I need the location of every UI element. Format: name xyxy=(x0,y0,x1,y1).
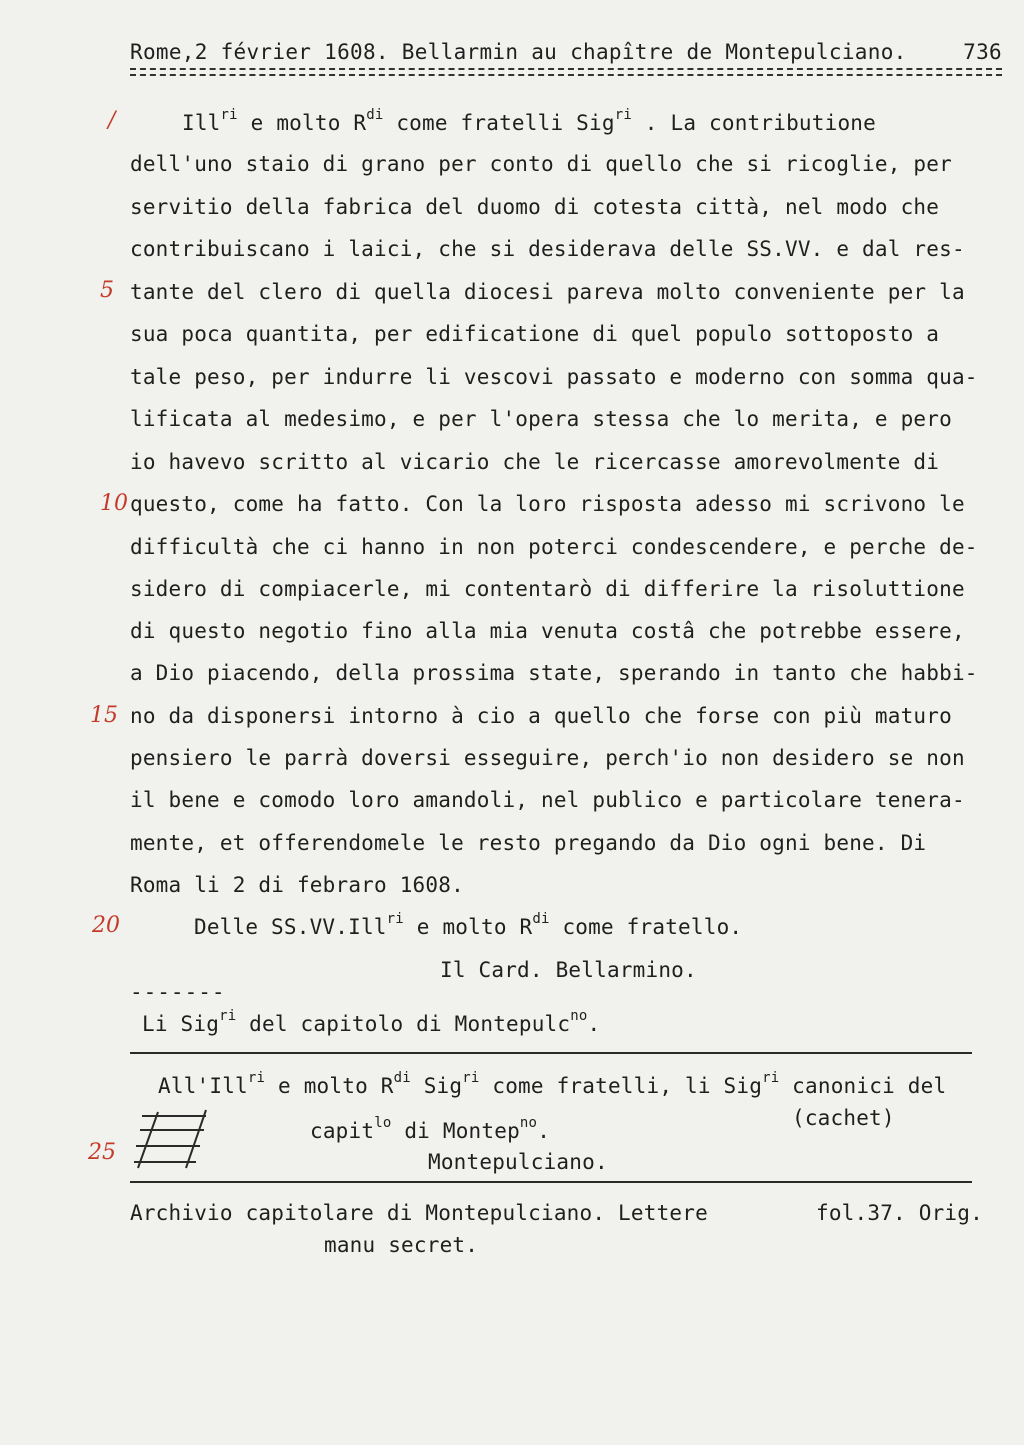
letter-line: tante del clero di quella diocesi pareva molto conveniente per la xyxy=(130,280,965,304)
letter-line: pensiero le parrà doversi esseguire, perch'io non desidero se non xyxy=(130,746,965,770)
letter-line: servitio della fabrica del duomo di cotesta città, nel modo che xyxy=(130,195,940,219)
margin-number-25: 25 xyxy=(88,1140,116,1165)
letter-line: di questo negotio fino alla mia venuta costâ che potrebbe essere, xyxy=(130,619,965,643)
letter-line: mente, et offerendomele le resto pregando da Dio ogni bene. Di xyxy=(130,831,927,855)
short-dash-separator: ------- xyxy=(130,980,226,1004)
address-top-rule xyxy=(130,1052,972,1054)
letter-recipient: Li Sig$^{ri}$ del capitolo di Montepulc$^{no}$. xyxy=(142,1008,601,1036)
letter-line: sidero di compiacerle, mi contentarò di differire la risoluttione xyxy=(130,577,965,601)
header-dashed-rule-2 xyxy=(130,74,1002,76)
letter-salutation: Ill$^{ri}$ e molto $R^{di}$ come fratelli Sig$^{ri}$ . La contributione xyxy=(182,107,876,135)
letter-line: difficultà che ci hanno in non poterci condescendere, e perche de- xyxy=(130,535,978,559)
footer-top-rule xyxy=(130,1181,972,1183)
letter-line: il bene e comodo loro amandoli, nel publico e particolare tenera- xyxy=(130,788,965,812)
letter-line: no da disponersi intorno à cio a quello che forse con più maturo xyxy=(130,704,952,728)
signature: Il Card. Bellarmino. xyxy=(440,958,697,982)
margin-number-5: 5 xyxy=(100,278,114,303)
page-header xyxy=(130,40,1002,64)
margin-number-20: 20 xyxy=(92,913,120,938)
letter-line: sua poca quantita, per edificatione di quel populo sottoposto a xyxy=(130,322,940,346)
page-number: 736 xyxy=(963,40,1002,64)
folio-reference: fol.37. Orig. xyxy=(816,1201,983,1225)
address-line-3: Montepulciano. xyxy=(428,1150,608,1174)
letter-closing: Delle SS.VV.Ill$^{ri}$ e molto $R^{di}$ come fratello. xyxy=(194,911,743,939)
address-line-2: capit$^{lo}$ di Montep$^{no}$. xyxy=(310,1115,551,1143)
letter-line: dell'uno staio di grano per conto di quello che si ricoglie, per xyxy=(130,152,952,176)
margin-number-1: / xyxy=(108,108,116,133)
header-title: Rome,2 février 1608. Bellarmin au chapître de Montepulciano. xyxy=(130,40,907,64)
cachet-note: (cachet) xyxy=(792,1106,895,1130)
letter-line: a Dio piacendo, della prossima state, sperando in tanto che habbi- xyxy=(130,661,978,685)
letter-line: io havevo scritto al vicario che le ricercasse amorevolmente di xyxy=(130,450,940,474)
margin-number-15: 15 xyxy=(90,703,118,728)
letter-line: tale peso, per indurre li vescovi passato e moderno con somma qua- xyxy=(130,365,978,389)
letter-line: lificata al medesimo, e per l'opera stessa che lo merita, e pero xyxy=(130,407,952,431)
seal-stamp-icon xyxy=(130,1108,220,1172)
header-dashed-rule xyxy=(130,68,1002,70)
archive-reference-cont: manu secret. xyxy=(324,1233,479,1257)
letter-line: contribuiscano i laici, che si desiderava delle SS.VV. e dal res- xyxy=(130,237,965,261)
margin-number-10: 10 xyxy=(100,491,128,516)
address-line-1: All'Ill$^{ri}$ e molto $R^{di}$ Sig$^{ri}$ come fratelli, li Sig$^{ri}$ canonici del xyxy=(158,1070,947,1098)
letter-line: questo, come ha fatto. Con la loro risposta adesso mi scrivono le xyxy=(130,492,965,516)
archive-reference: Archivio capitolare di Montepulciano. Lettere xyxy=(130,1201,708,1225)
letter-line: Roma li 2 di febraro 1608. xyxy=(130,873,464,897)
